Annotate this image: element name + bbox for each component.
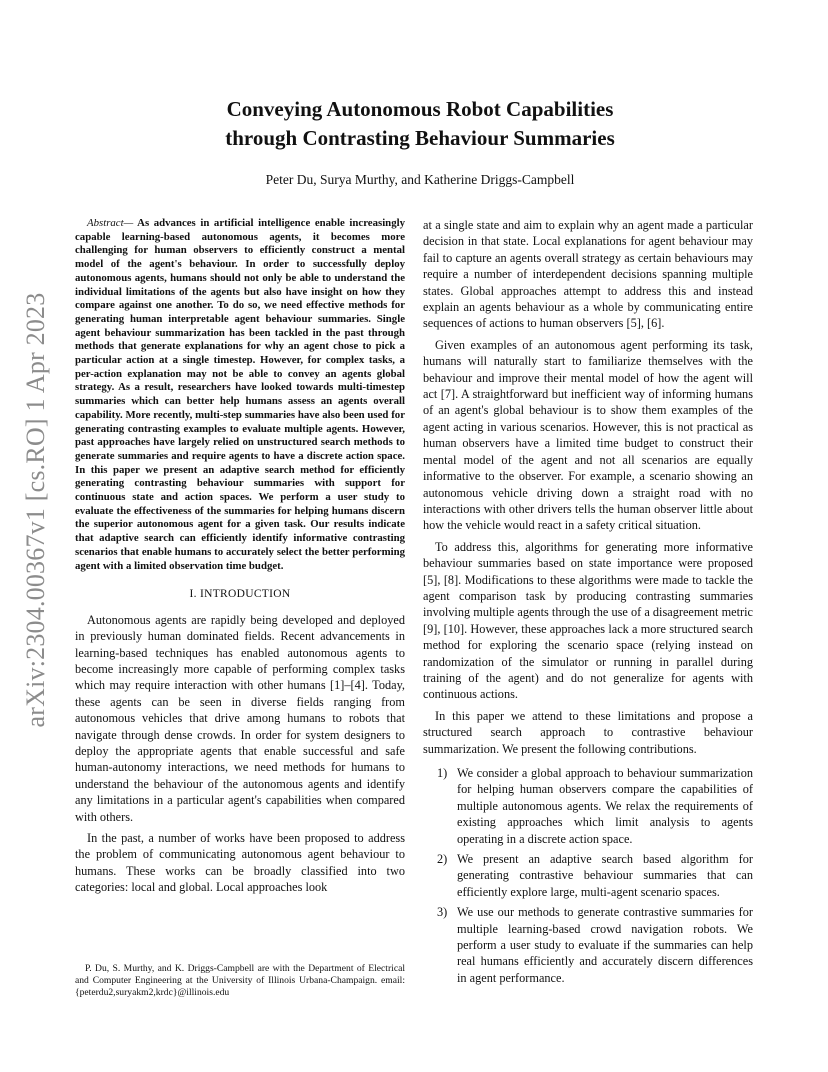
arxiv-identifier-text: arXiv:2304.00367v1 [cs.RO] 1 Apr 2023 (21, 292, 50, 728)
contribution-number: 3) (437, 905, 448, 920)
paper-title-line-1: Conveying Autonomous Robot Capabilities (226, 97, 614, 121)
contribution-item (423, 904, 753, 986)
body-paragraph: In this paper we attend to these limitations and propose a structured search approach to contrastive behaviour summarization. We present the following contributions. (423, 708, 753, 756)
arxiv-identifier-stamp (22, 290, 50, 730)
right-column (423, 217, 753, 990)
abstract-text: As advances in artificial intelligence enable increasingly capable learning-based autonomous agents, it becomes more challenging for human observers to efficiently construct a mental model of the agent's behaviour. In order to successfully deploy autonomous agents, humans should not only be able to understand the individual limitations of the agents but also have insight on how they compare against one another. To do so, we need effective methods for generating human interpretable agent behaviour summaries. Single agent behaviour summarization has been tackled in the past through methods that generate explanations for why an agent chose to pick a particular action at a single timestep. However, for complex tasks, a per-action explanation may not be able to convey an agents global strategy. As a result, researchers have looked towards multi-timestep summaries which can better help humans assess an agents overall capability. More recently, multi-step summaries have also been used for generating contrasting examples to evaluate multiple agents. However, past approaches have largely relied on unstructured search methods to generate summaries and require agents to have a discrete action space. In this paper we present an adaptive search method for efficiently generating contrasting behaviour summaries with support for continuous state and action spaces. We perform a user study to evaluate the effectiveness of the summaries for helping humans discern the superior autonomous agent for a given task. Our results indicate that adaptive search can efficiently identify informative contrasting scenarios that enable humans to accurately select the better performing agent with a limited observation time budget. (75, 217, 405, 572)
author-list: Peter Du, Surya Murthy, and Katherine Driggs-Campbell (265, 172, 575, 187)
contribution-text: We use our methods to generate contrastive summaries for multiple learning-based crowd navigation robots. We perform a user study to evaluate if the summaries can help real humans efficiently and accurately discern differences in agent performance. (457, 905, 753, 985)
author-affiliation-footnote: P. Du, S. Murthy, and K. Driggs-Campbell are with the Department of Electrical and Computer Engineering at the University of Illinois Urbana-Champaign. email: {peterdu2,suryakm2,krdc}@illinois.edu (75, 963, 405, 999)
contribution-text: We consider a global approach to behaviour summarization for helping human observers compare the capabilities of multiple autonomous agents. We relax the requirements of existing approaches which limit analysis to agents operating in a discrete action space. (457, 766, 753, 846)
contribution-text: We present an adaptive search based algorithm for generating contrastive behaviour summaries that can efficiently explore large, multi-agent scenario spaces. (457, 852, 753, 899)
section-heading-introduction: I. INTRODUCTION (189, 588, 291, 601)
body-paragraph: Given examples of an autonomous agent performing its task, humans will naturally start to familiarize themselves with the behaviour and improve their mental model of how the agent will act [7]. A straightforward but inefficient way of informing humans of an agent's global behaviour is to show them examples of the agent acting in various scenarios. However, this is not practical as human observers have a limited time budget to construct their mental model of the agent and not all scenarios are equally informative to the observer. For example, a scenario showing an autonomous vehicle driving down a straight road with no interactions with other drivers tells the human observer little about how the vehicle would react in a safety critical situation. (423, 337, 753, 533)
body-paragraph: at a single state and aim to explain why an agent made a particular decision in that state. Local explanations for agent behaviour may fail to capture an agents overall strategy as certain behaviours may require a number of interdependent decisions spanning multiple states. Global approaches attempt to address this and instead explain an agents behaviour as a whole by communicating entire sequences of actions to human observers [5], [6]. (423, 218, 753, 331)
paper-title-line-2: through Contrasting Behaviour Summaries (225, 126, 615, 150)
contribution-number: 2) (437, 852, 448, 867)
body-paragraph: In the past, a number of works have been proposed to address the problem of communicating autonomous agent behaviour to humans. These works can be broadly classified into two categories: local and global. Local approaches look (75, 830, 405, 895)
body-paragraph: Autonomous agents are rapidly being developed and deployed in previously human dominated fields. Recent advancements in learning-based techniques has enabled autonomous agents to become increasingly more capable of performing complex tasks which may require interaction with other humans [1]–[4]. Today, these agents can be seen in diverse fields ranging from autonomous vehicles that drive among humans to robots that navigate through dense crowds. In order for system designers to deploy the appropriate agents that enable successful and safe human-autonomy interactions, we need methods for humans to understand the behaviour of the autonomous agents and identify any limitations in a particular agent's capabilities when compared with others. (75, 612, 405, 824)
paper-title (120, 95, 720, 153)
contribution-number: 1) (437, 766, 448, 780)
contributions-list (423, 765, 753, 986)
left-column (75, 217, 405, 901)
body-paragraph: To address this, algorithms for generating more informative behaviour summaries based on state importance were proposed [5], [8]. Modifications to these algorithms were made to tackle the agent comparison task by producing contrasting summaries involving multiple agents through the use of a disagreement metric [9], [10]. However, these approaches lack a more structured search method for exploring the scenario space (relying instead on randomization of the simulator or running in parallel during training of the agent) and do not generalize for agents with continuous actions. (423, 539, 753, 702)
abstract (75, 217, 405, 573)
contribution-item (423, 765, 753, 847)
abstract-label: Abstract— (87, 217, 134, 229)
contribution-item (423, 851, 753, 900)
